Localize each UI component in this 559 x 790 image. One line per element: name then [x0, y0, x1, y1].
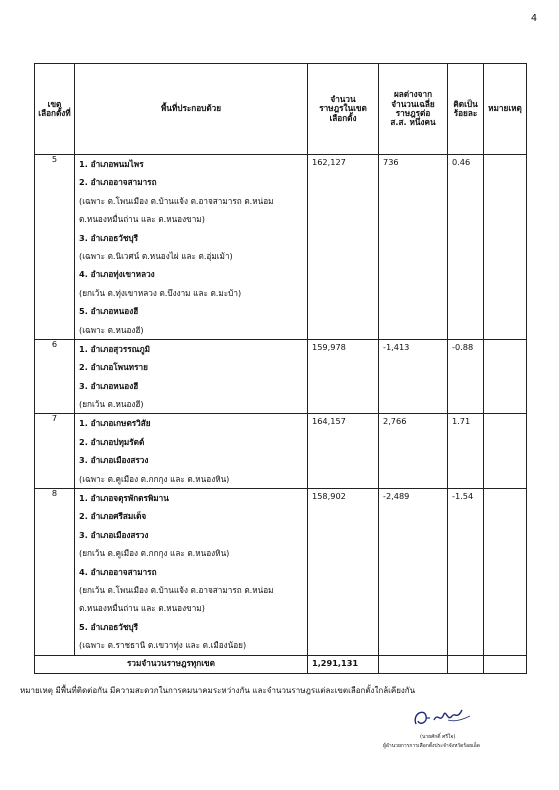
page-number: 4 — [530, 13, 537, 24]
difference-value: 2,766 — [379, 414, 448, 489]
total-row — [35, 655, 527, 673]
area-subdistrict-note: (เฉพาะ ต.ราชธานี ต.เขวาทุ่ง และ ต.เมืองน้อย) — [79, 640, 247, 651]
area-district-name: 5. อำเภอธวัชบุรี — [79, 621, 139, 632]
area-district-name: 1. อำเภอพนมไพร — [79, 159, 144, 169]
area-subdistrict-note: ต.หนองหมื่นถ่าน และ ต.หนองขาม) — [79, 603, 205, 614]
area-subdistrict-note: (ยกเว้น ต.ทุ่งเขาหลวง ต.บึงงาม และ ต.มะบ้า) — [79, 287, 242, 298]
signer-title: ผู้อำนวยการการเลือกตั้งประจำจังหวัดร้อยเอ็ด — [383, 743, 481, 749]
header-percent: คิดเป็น ร้อยละ — [448, 64, 484, 155]
percent-value: 0.46 — [448, 155, 484, 340]
total-empty-cell — [484, 655, 527, 673]
total-empty-cell — [448, 655, 484, 673]
total-empty-cell — [379, 655, 448, 673]
area-subdistrict-note: (ยกเว้น ต.คูเมือง ต.กกกุง และ ต.หนองหิน) — [79, 548, 230, 559]
footnote: หมายเหตุ มีพื้นที่ติดต่อกัน มีความสะดวกในการคมนาคมระหว่างกัน และจำนวนราษฎรแต่ละเขตเลือกตั้งใกล้เคียงกัน — [20, 686, 416, 695]
table-row — [35, 489, 527, 656]
table-header-row — [35, 64, 527, 155]
population-value: 158,902 — [308, 489, 379, 656]
difference-value: -2,489 — [379, 489, 448, 656]
remark-cell — [484, 155, 527, 340]
signer-name: (นายศักดิ์ ศรีใจ) — [420, 734, 456, 740]
table-body — [35, 155, 527, 656]
area-district-name: 3. อำเภอเมืองสรวง — [79, 529, 149, 540]
district-number: 7 — [35, 414, 75, 489]
header-area: พื้นที่ประกอบด้วย — [75, 64, 308, 155]
area-subdistrict-note: (เฉพาะ ต.นิเวศน์ ต.หนองไผ่ และ ต.อุ่มเม้า) — [79, 250, 233, 261]
total-label: รวมจำนวนราษฎรทุกเขต — [35, 655, 308, 673]
remark-cell — [484, 489, 527, 656]
area-district-name: 5. อำเภอหนองฮี — [79, 306, 139, 317]
area-district-name: 4. อำเภออาจสามารถ — [79, 566, 157, 577]
remark-cell — [484, 339, 527, 414]
district-area — [75, 489, 308, 656]
remark-cell — [484, 414, 527, 489]
population-value: 164,157 — [308, 414, 379, 489]
area-district-name: 3. อำเภอหนองฮี — [79, 380, 139, 391]
area-district-name: 2. อำเภออาจสามารถ — [79, 177, 157, 188]
area-district-name: 1. อำเภอจตุรพักตรพิมาน — [79, 493, 169, 504]
area-subdistrict-note: (เฉพาะ ต.หนองฮี) — [79, 324, 144, 335]
district-number: 6 — [35, 339, 75, 414]
district-number: 8 — [35, 489, 75, 656]
table-row — [35, 155, 527, 340]
signature — [410, 704, 480, 730]
district-area — [75, 155, 308, 340]
population-value: 159,978 — [308, 339, 379, 414]
area-district-name: 3. อำเภอเมืองสรวง — [79, 455, 149, 466]
area-district-name: 1. อำเภอเกษตรวิสัย — [79, 418, 151, 429]
area-district-name: 3. อำเภอธวัชบุรี — [79, 232, 139, 243]
total-value: 1,291,131 — [308, 655, 379, 673]
area-subdistrict-note: (ยกเว้น ต.โพนเมือง ต.บ้านแจ้ง ต.อาจสามารถ ต.หน่อม — [79, 584, 274, 595]
area-subdistrict-note: (ยกเว้น ต.หนองฮี) — [79, 399, 144, 410]
district-number: 5 — [35, 155, 75, 340]
area-subdistrict-note: (เฉพาะ ต.โพนเมือง ต.บ้านแจ้ง ต.อาจสามารถ ต.หน่อม — [79, 195, 274, 206]
header-population: จำนวน ราษฎรในเขต เลือกตั้ง — [308, 64, 379, 155]
table-row — [35, 339, 527, 414]
area-district-name: 4. อำเภอทุ่งเขาหลวง — [79, 269, 155, 280]
percent-value: 1.71 — [448, 414, 484, 489]
area-district-name: 2. อำเภอศรีสมเด็จ — [79, 511, 147, 522]
area-subdistrict-note: (เฉพาะ ต.คูเมือง ต.กกกุง และ ต.หนองหิน) — [79, 473, 230, 484]
percent-value: -1.54 — [448, 489, 484, 656]
area-district-name: 2. อำเภอปทุมรัตต์ — [79, 436, 145, 447]
difference-value: -1,413 — [379, 339, 448, 414]
district-table — [34, 63, 527, 674]
area-subdistrict-note: ต.หนองหมื่นถ่าน และ ต.หนองขาม) — [79, 214, 205, 225]
district-area — [75, 414, 308, 489]
percent-value: -0.88 — [448, 339, 484, 414]
difference-value: 736 — [379, 155, 448, 340]
header-remark: หมายเหตุ — [484, 64, 527, 155]
population-value: 162,127 — [308, 155, 379, 340]
header-difference: ผลต่างจาก จำนวนเฉลี่ย ราษฎรต่อ ส.ส. หนึ่งคน — [379, 64, 448, 155]
table-row — [35, 414, 527, 489]
district-area — [75, 339, 308, 414]
area-district-name: 1. อำเภอสุวรรณภูมิ — [79, 343, 151, 354]
area-district-name: 2. อำเภอโพนทราย — [79, 362, 148, 373]
header-district: เขต เลือกตั้งที่ — [35, 64, 75, 155]
